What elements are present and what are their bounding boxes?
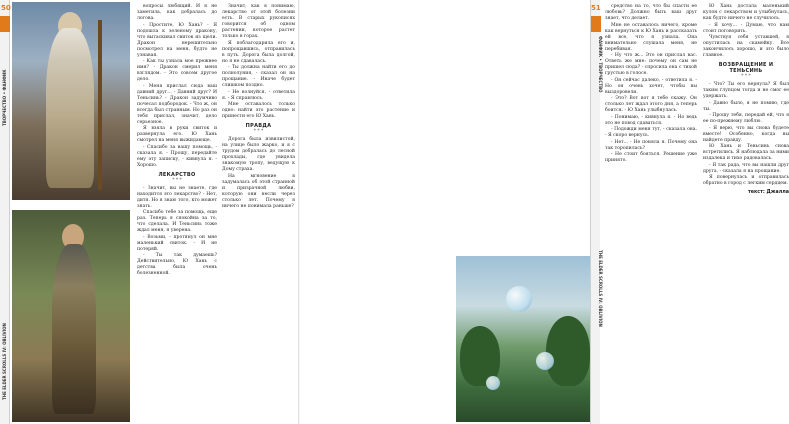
paragraph: Я повернулась и отправилась обратно в город с легким сердцем.	[703, 175, 789, 186]
right-page	[300, 0, 789, 424]
paragraph: - Прошу тебя, передай ей, что я ее по-прежнему люблю.	[703, 113, 789, 124]
right-column-b	[703, 4, 789, 196]
paragraph: Ю Хань достала маленький кулон с лекарством и улыбнулась, как будто ничего не случилось.	[703, 4, 789, 21]
paragraph: - Простите, Ю Хань? - Я подошла к зеленому дракону, что вытаскивал свиток из щели. Дракон нерешительно посмотрел на меня, будто не узнавая.	[137, 22, 217, 58]
paragraph: Значит, как я понимаю, лекарство от этой болезни есть. В старых рукописях говорится об одном растении, которое растет только в горах.	[222, 4, 295, 39]
paragraph: Мне оставалось только одно: найти это растение и принести его Ю Хань.	[222, 102, 295, 119]
paragraph: - Меня прислал сюда ваш давний друг... - Давний друг? И Теньсинь? - Дракон задумчиво почесал подбородок. - Что ж, он всегда был странным. Но раз он тебя прислал, значит, дело серьезное.	[137, 83, 217, 125]
paragraph: - Давно было, я не помню, где ты.	[703, 100, 789, 112]
section-title-pravda: ПРАВДА	[245, 123, 272, 129]
paragraph: вопросы любящий. И я не заметила, как добралась до логова.	[137, 4, 217, 21]
section-divider: * * *	[172, 177, 182, 183]
left-edge-strip	[0, 0, 10, 424]
right-page-number: 51	[591, 4, 601, 12]
warrior-figure	[52, 244, 96, 414]
paragraph: - Не стоит бояться. Решение уже принято.	[605, 152, 697, 163]
paragraph: Я поблагодарила его и, попрощавшись, отправилась в путь. Дорога была долгой, но я не сдавалась.	[222, 40, 295, 64]
paragraph: - Я так рада, что вы нашли друг друга, - сказала я на прощание.	[703, 162, 789, 174]
paragraph: - Понимаю, - кивнула я. - Но ведь это не повод сдаваться.	[605, 114, 697, 126]
paragraph: средство на то, что бы спасти ее любовь? Должно быть ваш друг знает, что делает.	[605, 4, 697, 21]
right-edge-section: ФАНФИК • ТВОРЧЕСТВО	[598, 36, 603, 93]
left-page-number: 50	[1, 4, 11, 12]
paragraph: Мне не оставалось ничего, кроме как вернуться к Ю Хань и рассказать ей все, что я узнала. Она внимательно слушала меня, не перебивая.	[605, 22, 697, 52]
paragraph: - Я верю, что вы снова будете вместе! Особенно, когда вы найдете правду.	[703, 125, 789, 143]
magic-bubble	[536, 352, 554, 370]
paragraph: - Ты так думаешь? Действительно, Ю Хань с детства была очень болезненной.	[137, 253, 217, 276]
paragraph: - Я хочу... - Думаю, что нам стоит поговорить.	[703, 22, 789, 34]
paragraph: Чувствуя себя уставшей, я опустилась на скамейку. Все закончилось хорошо, и это было главное.	[703, 35, 789, 58]
paragraph: Я взяла в руки свиток и развернула его. Ю Хань смотрел на меня выжидающе.	[137, 126, 217, 143]
section-divider: * * *	[253, 129, 264, 134]
paragraph: - Это? Вот вот я тебе скажу. Он столько лет ждал этого дня, а теперь боится. - Ю Хань улыбнулась.	[605, 96, 697, 113]
paragraph: Спасибо тебе за помощь, еще раз. Теперь я спокойна за то, что сделала. И Теньсинь тоже ждал меня, я уверена.	[137, 210, 217, 233]
paragraph: Ю Хань и Теньсинь снова встретились. Я наблюдала за ними издалека и тихо радовалась.	[703, 144, 789, 161]
paragraph: - Подожди меня тут, - сказала она. - Я скоро вернусь.	[605, 127, 697, 138]
left-column-b	[222, 4, 295, 210]
paragraph: - Он сейчас далеко, - ответила я. - Но он очень хочет, чтобы вы выздоровели.	[605, 77, 697, 95]
paragraph: - Значит, вы не знаете, где находится это лекарство? - Нет, дитя. Но я знаю того, кто может знать.	[137, 185, 217, 209]
left-column-a	[137, 4, 217, 278]
paragraph: - Возьми, - протянул он мне маленький свиток. - И не потеряй.	[137, 234, 217, 252]
author-signature: текст: Джалла	[747, 190, 789, 195]
right-edge-strip	[590, 0, 603, 424]
section-title-lekarstvo: ЛЕКАРСТВО	[158, 171, 196, 178]
section-divider: * * *	[741, 74, 751, 79]
paragraph: На мгновение я задумалась об этой странной и призрачной любви, которую они несли через столько лет. Почему я ничего не понимала раньше?	[222, 173, 295, 209]
left-page	[0, 0, 300, 424]
screenshot-landscape	[456, 256, 592, 422]
tree	[546, 316, 590, 386]
paragraph: - Как ты узнала мое прежнее имя? - Дракон смерил меня взглядом. - Это совсем другое дело.	[137, 59, 217, 82]
magic-bubble	[486, 376, 500, 390]
paragraph: - Спасибо за вашу помощь, - сказала я. - Прощу, передайте ему эту записку, - кивнула я. - Хорошо.	[137, 144, 217, 168]
left-edge-game-title: THE ELDER SCROLLS IV: OBLIVION	[2, 323, 7, 400]
paragraph: - Что? Ты его вернула? Я был таким глупцом тогда и не смог ее удержать.	[703, 82, 789, 99]
screenshot-warrior	[12, 210, 130, 422]
sage-staff	[98, 20, 102, 190]
paragraph: - Ну что ж... Это он прислал вас. Ответь же мне: почему он сам не пришел сюда? - спросила она с тихой грустью в голосе.	[605, 53, 697, 76]
left-accent-bar	[0, 16, 10, 32]
section-title-return: ВОЗВРАЩЕНИЕ И ТЕНЬСИНЬ	[718, 62, 774, 74]
paragraph: - Нет... - Не поняла я. Почему она так торопилась?	[605, 139, 697, 151]
paragraph: - Ты должна найти его до полнолуния, - сказал он на прощание. - Иначе будет слишком поздно.	[222, 65, 295, 88]
screenshot-sage	[12, 2, 130, 200]
sage-figure	[46, 28, 94, 188]
paragraph: - Не волнуйся, - ответила я. - Я справлюсь.	[222, 89, 295, 101]
magic-bubble	[506, 286, 532, 312]
right-column-a	[605, 4, 697, 165]
left-edge-section: ТВОРЧЕСТВО • ФАНФИК	[2, 69, 7, 126]
right-edge-game-title: THE ELDER SCROLLS IV: OBLIVION	[598, 250, 603, 327]
paragraph: Дорога была извилистой, на улице было жарко, и я с трудом добралась до лесной прохлады, где увидела знакомую тропу, ведущую к Дому страха.	[222, 137, 295, 172]
right-accent-bar	[591, 16, 601, 32]
